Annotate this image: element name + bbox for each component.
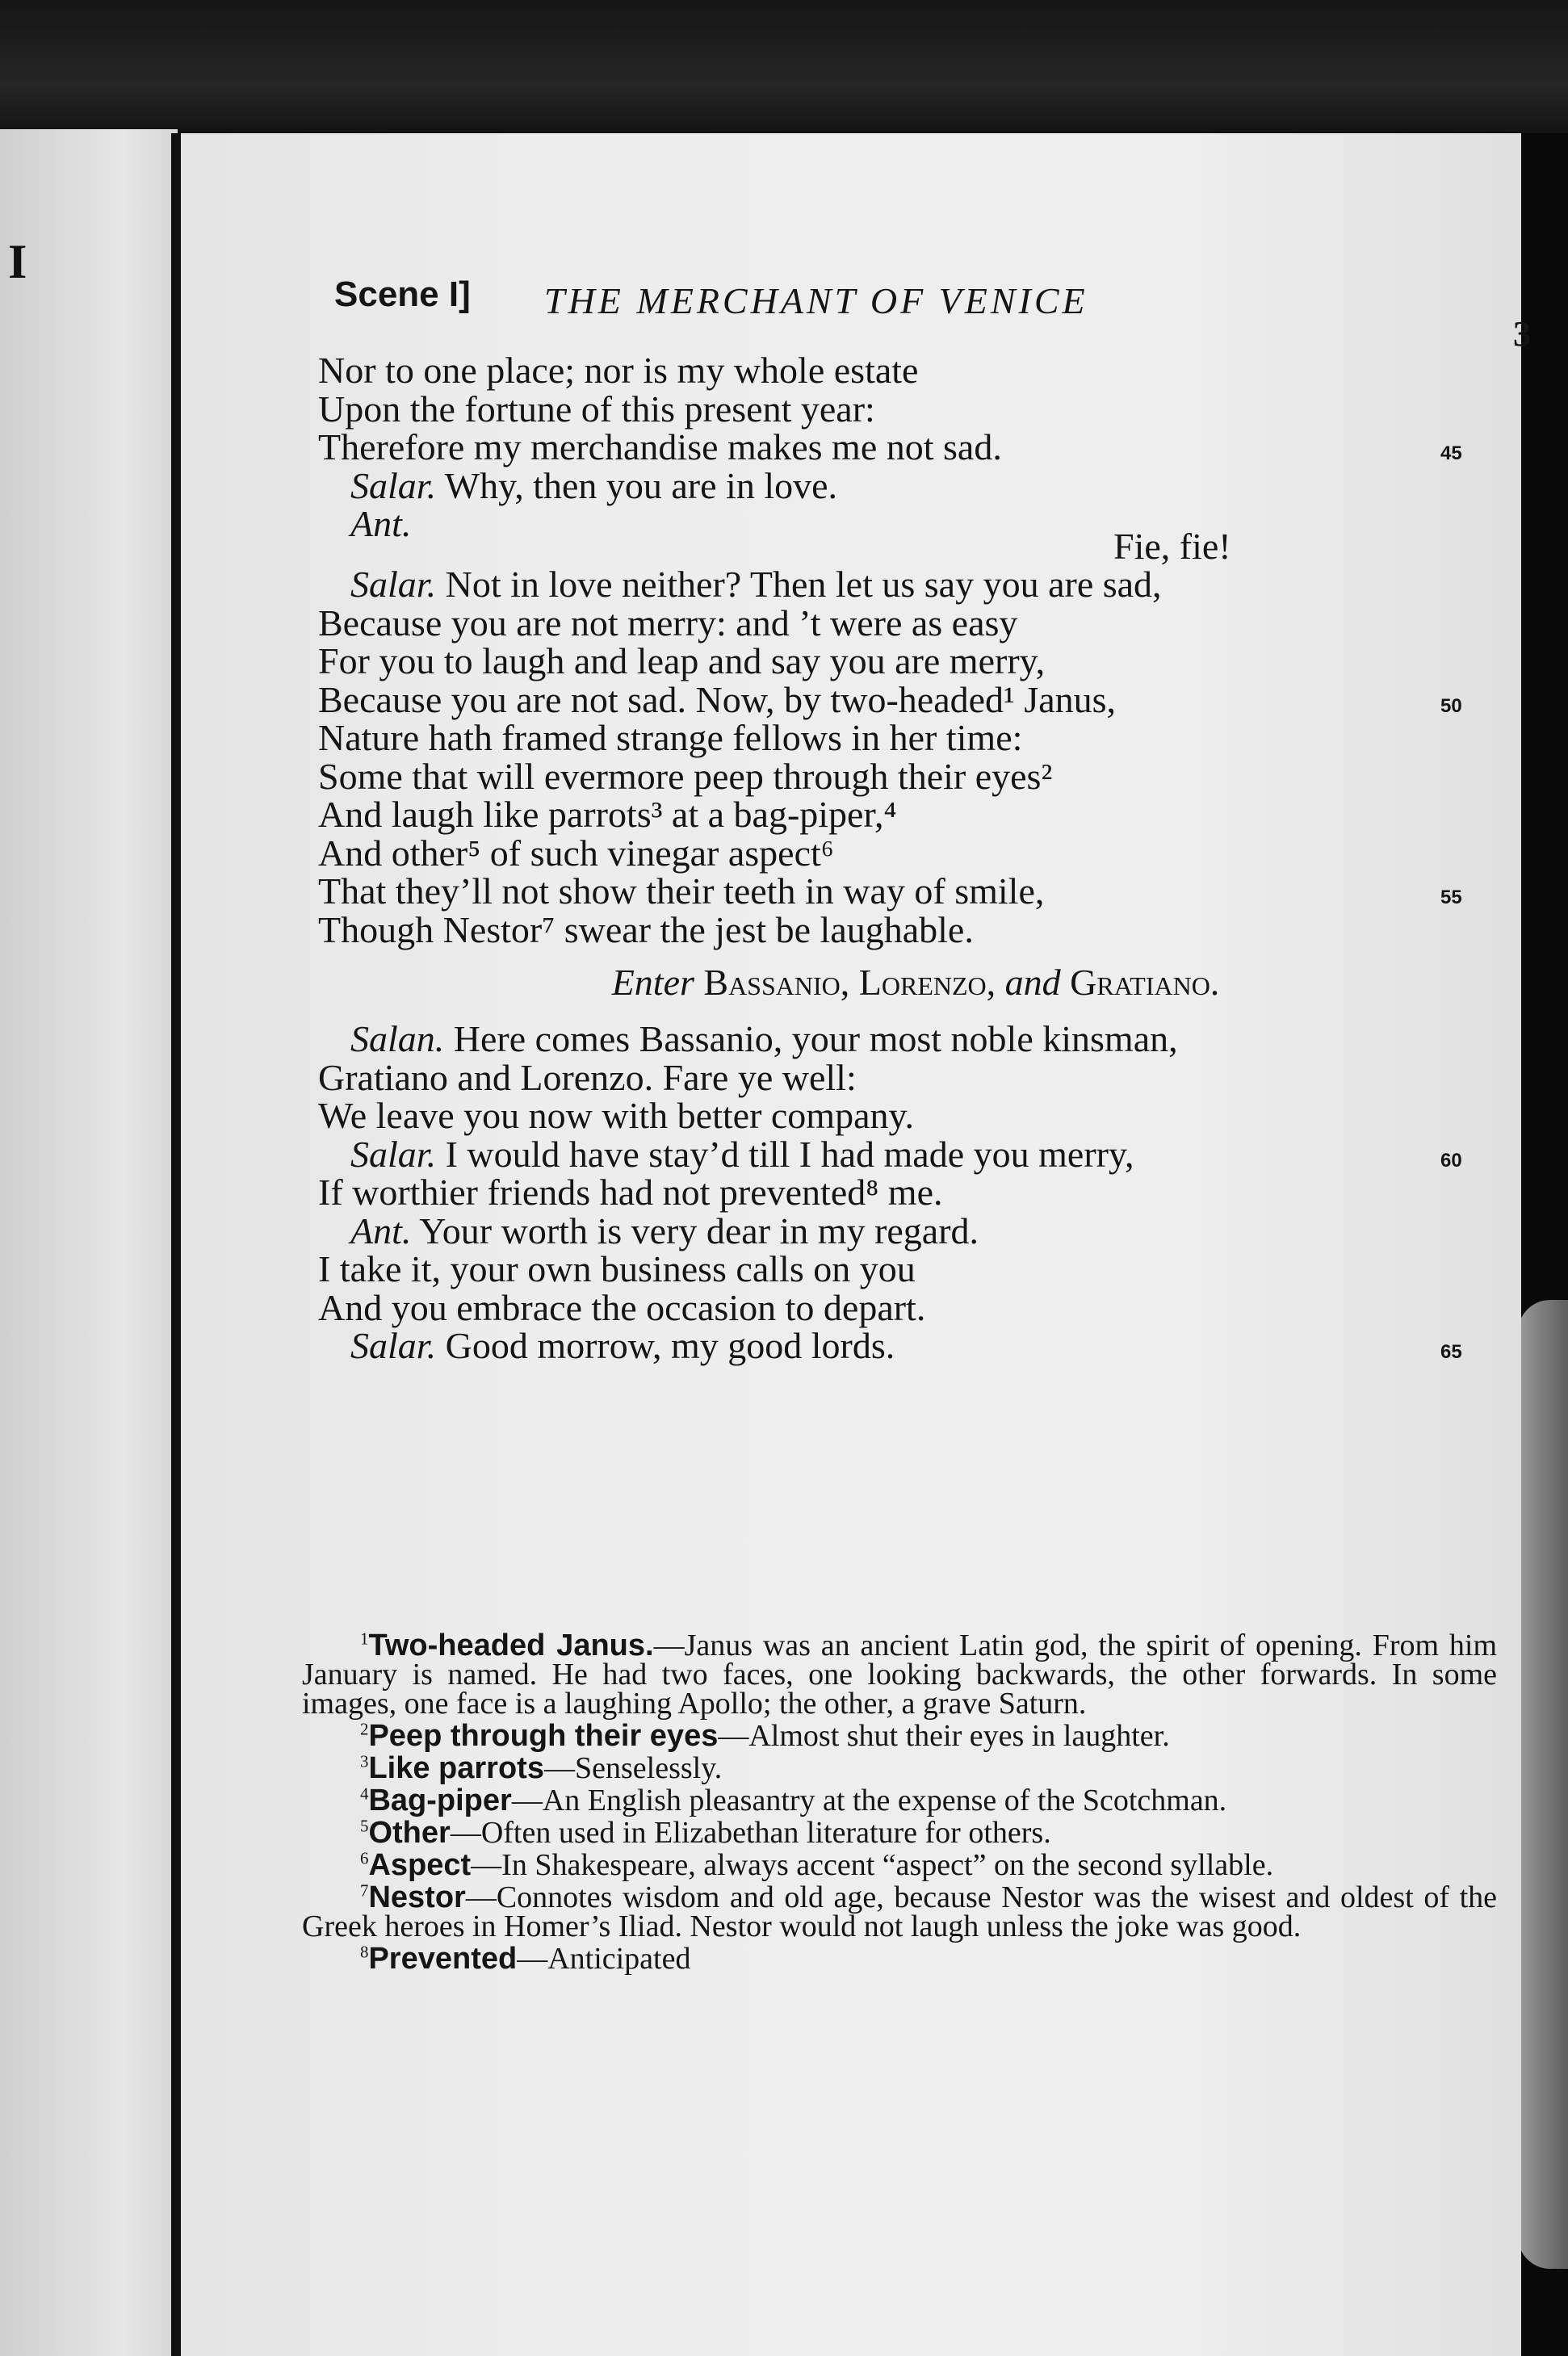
verse-line <box>318 1135 1513 1174</box>
verse-line <box>318 1056 1513 1098</box>
speaker-name: Ant. <box>350 1209 412 1251</box>
running-header <box>334 266 1531 354</box>
verse-line <box>318 527 1513 566</box>
book-page <box>181 133 1531 2356</box>
verse-line <box>318 604 1513 643</box>
footnote-text: —Senselessly. <box>543 1751 723 1785</box>
verse-text: That they’ll not show their teeth in way of smile, <box>318 870 1045 912</box>
footnote-term: Other <box>368 1816 451 1850</box>
verse-line <box>318 757 1513 796</box>
verse-line <box>318 834 1513 873</box>
verse-line <box>318 565 1513 604</box>
speaker-name: Salar. <box>350 564 437 605</box>
footnote-term: Bag-piper <box>368 1784 512 1817</box>
footnote-mark: 4 <box>360 1784 369 1804</box>
speaker-name: Ant. <box>350 503 412 544</box>
verse-text: Upon the fortune of this present year: <box>318 388 875 430</box>
footnote-term: Prevented <box>368 1942 518 1976</box>
verse-text: Some that will evermore peep through their eyes² <box>318 755 1053 797</box>
footnote <box>302 1629 1498 1721</box>
character-name: Lorenzo <box>858 962 987 1003</box>
footnote-mark: 7 <box>360 1880 369 1901</box>
verse-line <box>318 642 1513 681</box>
footnote-text: —Almost shut their eyes in laughter. <box>718 1719 1170 1753</box>
verse-text: I take it, your own business calls on you <box>318 1248 916 1289</box>
verse-line <box>318 1250 1513 1289</box>
left-page-numeral: I <box>8 235 27 288</box>
footnote-text: —Anticipated <box>517 1942 691 1976</box>
verse-text: Though Nestor⁷ swear the jest be laughable. <box>318 908 974 950</box>
verse-text: Fie, fie! <box>1113 525 1231 567</box>
book-gutter <box>171 133 181 2356</box>
verse-line <box>318 1209 1513 1251</box>
verse-text: For you to laugh and leap and say you are merry, <box>318 640 1046 681</box>
footnote <box>302 1816 1497 1850</box>
verse-line <box>318 1020 1513 1059</box>
verse-line <box>318 351 1513 390</box>
footnote-mark: 8 <box>360 1942 369 1962</box>
footnote-term: Peep through their eyes <box>368 1719 719 1753</box>
verse-block <box>318 351 1513 1365</box>
footnote-mark: 3 <box>360 1751 369 1771</box>
footnote-text: —In Shakespeare, always accent “aspect” on the second syllable. <box>471 1848 1274 1882</box>
stage-and: and <box>1004 962 1061 1003</box>
verse-line <box>318 1286 1513 1328</box>
speaker-name: Salan. <box>350 1018 445 1059</box>
verse-line <box>318 795 1513 834</box>
line-number: 55 <box>1440 887 1462 908</box>
footnote-mark: 2 <box>360 1719 369 1739</box>
line-number: 50 <box>1440 694 1462 717</box>
speaker-name: Salar. <box>350 1325 437 1366</box>
footnote <box>302 1719 1497 1753</box>
verse-line <box>318 428 1513 467</box>
footnote-mark: 1 <box>360 1629 369 1649</box>
verse-line <box>318 908 1513 950</box>
speaker-name: Salar. <box>350 464 437 506</box>
verse-line <box>318 678 1513 720</box>
verse-text: Nature hath framed strange fellows in her time: <box>318 717 1023 758</box>
scan-background <box>0 0 1568 141</box>
footnote-term: Two-headed Janus. <box>368 1629 654 1662</box>
line-number: 45 <box>1440 442 1462 464</box>
verse-text: Good morrow, my good lords. <box>445 1325 895 1366</box>
speaker-name: Salar. <box>350 1133 437 1175</box>
page-tab <box>1518 1300 1568 2269</box>
verse-text: Why, then you are in love. <box>444 464 838 506</box>
scene-label: Scene I] <box>334 275 471 314</box>
footnote-mark: 5 <box>360 1816 369 1836</box>
footnote-term: Aspect <box>368 1848 472 1882</box>
verse-text: And laugh like parrots³ at a bag-piper,⁴ <box>318 794 897 835</box>
verse-text: Gratiano and Lorenzo. Fare ye well: <box>318 1056 857 1098</box>
verse-line <box>318 464 1513 506</box>
character-name: Gratiano. <box>1070 962 1220 1003</box>
footnote-text: —Often used in Elizabethan literature for others. <box>450 1816 1051 1850</box>
footnote <box>302 1786 1497 1815</box>
verse-line <box>318 719 1513 757</box>
verse-text: We leave you now with better company. <box>318 1095 915 1136</box>
verse-text: And you embrace the occasion to depart. <box>318 1286 926 1328</box>
footnote <box>302 1880 1497 1943</box>
verse-text: And other⁵ of such vinegar aspect⁶ <box>318 832 834 874</box>
verse-text: Not in love neither? Then let us say you are sad, <box>445 564 1162 605</box>
stage-direction: Enter Bassanio, Lorenzo, and Gratiano. <box>611 962 1220 1003</box>
line-number: 60 <box>1440 1149 1462 1172</box>
footnote-text: —Connotes wisdom and old age, because Nestor was the wisest and oldest of the Greek heroes in Homer’s Iliad. Nestor would not laugh unless the joke was good. <box>302 1880 1497 1943</box>
verse-text: If worthier friends had not prevented⁸ me. <box>318 1172 943 1213</box>
stage-enter: Enter <box>611 962 694 1003</box>
verse-text: Because you are not sad. Now, by two-headed¹ Janus, <box>318 678 1117 720</box>
verse-line <box>318 872 1513 911</box>
verse-line <box>318 1096 1513 1135</box>
left-page-edge <box>0 129 178 2356</box>
verse-text: Therefore my merchandise makes me not sad. <box>318 426 1002 467</box>
verse-text: I would have stay’d till I had made you merry, <box>445 1133 1134 1175</box>
footnote <box>302 1942 1497 1976</box>
footnote-text: —An English pleasantry at the expense of the Scotchman. <box>511 1784 1227 1817</box>
footnote-text: —Janus was an ancient Latin god, the spirit of opening. From him January is named. He had two faces, one looking backwards, the other forwards. In some images, one face is a laughing Apollo; the other, a grave Saturn. <box>302 1629 1498 1721</box>
footnote-term: Like parrots <box>368 1751 544 1785</box>
footnote <box>302 1751 1497 1785</box>
footnote <box>302 1848 1497 1882</box>
verse-text: Because you are not merry: and ’t were as easy <box>318 602 1018 643</box>
footnote-term: Nestor <box>368 1880 466 1914</box>
character-name: Bassanio <box>703 962 841 1003</box>
verse-line <box>318 1173 1513 1212</box>
verse-text: Nor to one place; nor is my whole estate <box>318 350 919 391</box>
verse-line <box>318 1327 1513 1365</box>
page-number: 3 <box>1513 314 1531 354</box>
footnotes <box>302 1631 1497 1977</box>
line-number: 65 <box>1440 1341 1462 1363</box>
footnote-mark: 6 <box>360 1848 369 1868</box>
verse-text: Your worth is very dear in my regard. <box>419 1209 979 1251</box>
verse-line <box>318 390 1513 429</box>
verse-text: Here comes Bassanio, your most noble kinsman, <box>453 1018 1178 1059</box>
play-title: THE MERCHANT OF VENICE <box>544 280 1088 321</box>
